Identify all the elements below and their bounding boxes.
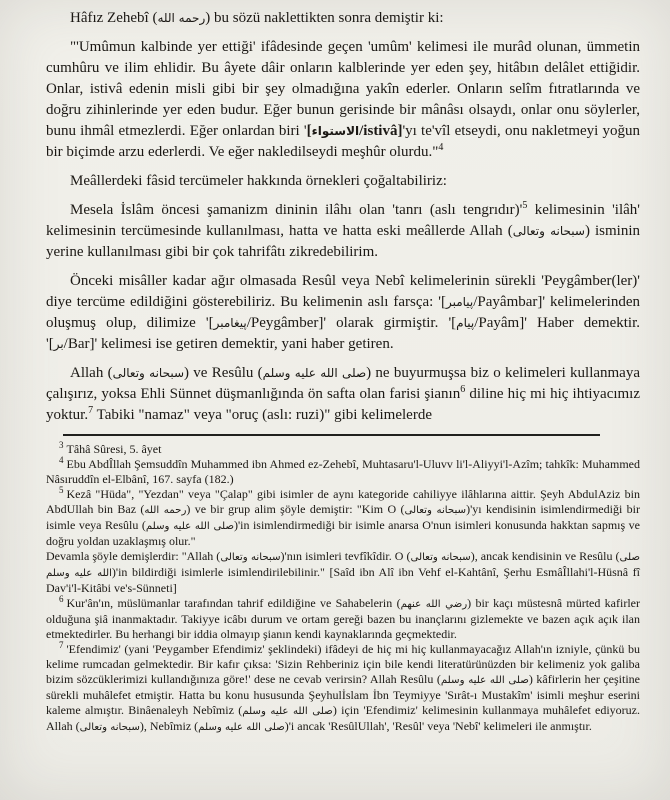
footnote-ref-6: 6 (460, 384, 466, 395)
text-run: Tabiki "namaz" veya "oruç (aslı: ruzi)" gibi kelimelerde (93, 407, 432, 423)
footnote-marker: 6 (59, 594, 64, 604)
footnote-5 (46, 487, 640, 549)
arabic-salawat: صلى الله عليه وسلم (242, 706, 333, 717)
text-run: ) için 'Efendimiz' kelimesinin kullanmaya muhâlefet ediyoruz. Allah ( (46, 703, 641, 733)
text-run: Ebu AbdÎllah Şemsuddîn Muhammed ibn Ahmed ez-Zehebî, Muhtasaru'l-Uluvv li'l-Aliyyi'l-Azîm; tahkîk: Muhammed Nâsıruddîn el-Elbânî, 167. sayfa (182.) (46, 457, 640, 486)
persian-term-payambar: پيامبر (445, 295, 474, 309)
paragraph-5 (46, 271, 640, 355)
text-run: Tâhâ Sûresi, 5. âyet (66, 442, 162, 456)
footnote-3 (46, 442, 640, 457)
text-run: Devamla şöyle demişlerdir: "Allah ( (46, 549, 221, 563)
arabic-honorific: سبحانه وتعالى (220, 552, 281, 563)
text-run: )'nın isimleri tevfîkîdir. O ( (280, 549, 411, 563)
text-run: 'Efendimiz' (yani 'Peygamber Efendimiz' şeklindeki) ifâdeyi de hiç mi hiç kullanmayacağız Allah'ın izniyle, çünkü bu kelime rumcadan gelmektedir. Bir kafır çıksa: 'Sizin Rehberiniz için bile kendi literatürünüzden bir kelimeniz yok galiba bizim sözcüklerimizi kullandığınıza göre!' dese ne cevab verirsin? Allah Resûlu ( (46, 642, 640, 686)
arabic-radiallahu: رضي الله عنهم (400, 599, 468, 610)
text-run: ) ne buyurmuşsa biz o kelimeleri kullanmaya çalışırız, yoksa Ehli Sünnet düşmanlığında ön safta olan farisi şianın (46, 365, 640, 402)
arabic-honorific: سبحانه وتعالى (512, 224, 585, 238)
text-run: /Peygâmber]' olarak girmiştir. '[ (246, 315, 457, 331)
arabic-salawat: صلى الله عليه وسلم (262, 366, 367, 380)
arabic-salawat: صلى الله عليه وسلم (198, 722, 285, 733)
footnote-ref-5: 5 (522, 200, 528, 211)
bold-run: /istivâ] (359, 123, 403, 139)
arabic-salawat: صلى الله عليه وسلم (145, 521, 234, 532)
text-run: Kur'ân'ın, müslümanlar tarafından tahrif edildiğine ve Sahabelerin ( (66, 596, 401, 610)
text-run: ) isminin yerine kullanılması gibi bir çok tahrifâtı zikredebilirim. (46, 223, 641, 260)
text-run: ) ve Resûlu ( (184, 365, 263, 381)
footnote-separator (63, 434, 600, 436)
arabic-honorific: رحمه الله (157, 11, 206, 25)
arabic-honorific: سبحانه وتعالى (79, 722, 140, 733)
text-run: /Payâmbar]' kelimelerinden oluşmuş olup, dilimize '[ (46, 294, 641, 331)
text-run: Hâfız Zehebî ( (70, 10, 158, 26)
text-run: Kezâ "Hüda", "Yezdan" veya "Çalap" gibi isimler de aynı kategoride cahiliyye ilâhlarına aittir. Şeyh AbdulAziz bin AbdUllah bin Baz ( (46, 487, 640, 516)
arabic-honorific: رحمه الله (144, 505, 187, 516)
text-run: /Payâm]' Haber demektir. '[ (46, 315, 640, 352)
footnote-ref-4: 4 (438, 142, 444, 153)
paragraph-6 (46, 363, 640, 426)
text-run: ) bir kaçı müstesnâ mürted kafirler olduğuna şiâ inanmaktadır. Takiyye icâbı durum ve ortam gereği bazen bu inançlarını gizlemekte ve bazen açık açık ilan etmektedirler. Bu herhangi bir iddia olmayıp şianın kendi kaynaklarında geçmektedir. (46, 596, 640, 641)
text-run: ), Nebîmiz ( (139, 719, 199, 733)
text-run: ), ancak kendisinin ve Resûlu ( (470, 549, 620, 563)
arabic-honorific: سبحانه وتعالى (112, 366, 185, 380)
bold-run: [ (306, 123, 312, 139)
persian-term-peygamber: پيغامبر (213, 316, 247, 330)
text-run: ) kâfirlerin her çeşitine sürekli muhâlefet etmiştir. Hatta bu konu hususunda Şeyhulİslam İbn Teymiyye 'Sırât-ı Mustakîm' isimli meşhur eserini kaleme almıştır. Binâenaleyh Nebîmiz ( (46, 672, 640, 717)
arabic-salawat: صلى الله عليه وسلم (440, 675, 529, 686)
text-run: diline hiç mi hiç ihtiyacımız yoktur. (46, 386, 641, 423)
footnote-6 (46, 596, 640, 642)
text-run: "'Umûmun kalbinde yer ettiği' ifâdesinde geçen 'umûm' kelimesi ile murâd olunan, ümmetin cumhûru ve ilim ehlidir. Bu âyete dâir onların kalblerinde yer eden şey, hitâbın delâlet ettiğidir. Onlar, istivâ edenin misli gibi bir şey olmadığına yakîn ederler. Onların selîm fıtratlarında ve doğru zihinlerinde yer eden budur. Eğer bunun gerisinde bir mânâsı olsaydı, onlar onu söylerler, bunu ihmâl etmezlerdi. Eğer onlardan biri ' (46, 39, 640, 139)
persian-term-payam: پيام (456, 316, 475, 330)
footnote-ref-7: 7 (88, 405, 94, 416)
text-run: ) bu sözü naklettikten sonra demiştir ki: (205, 10, 444, 26)
paragraph-4 (46, 200, 640, 263)
arabic-honorific: سبحانه وتعالى (410, 552, 471, 563)
footnote-5-continuation (46, 549, 640, 596)
footnotes-section (46, 442, 640, 735)
text-run: )'in isimlendirmediği bir isimle anarsa O'nun isimleri konusunda hakktan sapmış ve doğru yoldan uzaklaşmış olur." (46, 518, 640, 548)
text-run: Allah ( (70, 365, 113, 381)
footnote-4 (46, 457, 640, 487)
paragraph-1 (46, 8, 640, 29)
text-run: )'yı kendisinin isimlendirmediği bir isimle veya Resûlu ( (46, 502, 641, 532)
body-text (46, 8, 640, 426)
footnote-7 (46, 642, 640, 735)
text-run: 'yı te'vîl etseydi, onu nakletmeyi yoğun bir biçimde arzu ederlerdi. Ve eğer nakledilseydi meşhûr olurdu." (46, 123, 640, 160)
arabic-honorific: سبحانه وتعالى (404, 505, 467, 516)
text-run: Önceki misâller kadar ağır olmasada Resûl veya Nebî kelimelerinin sürekli 'Peygâmber(ler)' diye tercüme edildiğini gösterebiliriz. Bu kelimenin aslı farsça: '[ (46, 273, 640, 310)
text-run: kelimesinin 'ilâh' kelimesinin tercümesinde kullanılması, hatta ve hatta eski meâllerde Allah ( (46, 202, 640, 239)
text-run: Mesela İslâm öncesi şamanizm dininin ilâhı olan 'tanrı (aslı tengrıdır)' (70, 202, 523, 218)
text-run: /Bar]' kelimesi ise getiren demektir, yani haber getiren. (63, 336, 394, 352)
footnote-marker: 3 (59, 440, 64, 450)
persian-term-bar: بر (53, 337, 64, 351)
text-run: ) ve bir grup alim şöyle demiştir: "Kim O ( (186, 502, 405, 516)
paragraph-2 (46, 37, 640, 163)
text-run: )'in bildirdiği isimlerle isimlendirilebilinir." [Saîd ibn Alî ibn Vehf el-Kahtânî, Şerhu EsmâÎllahi'l-Hüsnâ fî Dav'i'l-Kitâbi ve's-Sünneti] (46, 565, 640, 595)
text-run: Meâllerdeki fâsid tercümeler hakkında örnekleri çoğaltabiliriz: (70, 173, 447, 189)
text-run: )'i ancak 'ResûlUllah', 'Resûl' veya 'Nebî' kelimeleri ile anmıştır. (284, 719, 592, 733)
arabic-term-istiva: الاستواء (311, 124, 360, 138)
arabic-salawat: صلى الله عليه وسلم (46, 552, 641, 579)
paragraph-3 (46, 171, 640, 192)
footnote-marker: 7 (59, 640, 64, 650)
footnote-marker: 4 (59, 455, 64, 465)
footnote-marker: 5 (59, 485, 64, 495)
